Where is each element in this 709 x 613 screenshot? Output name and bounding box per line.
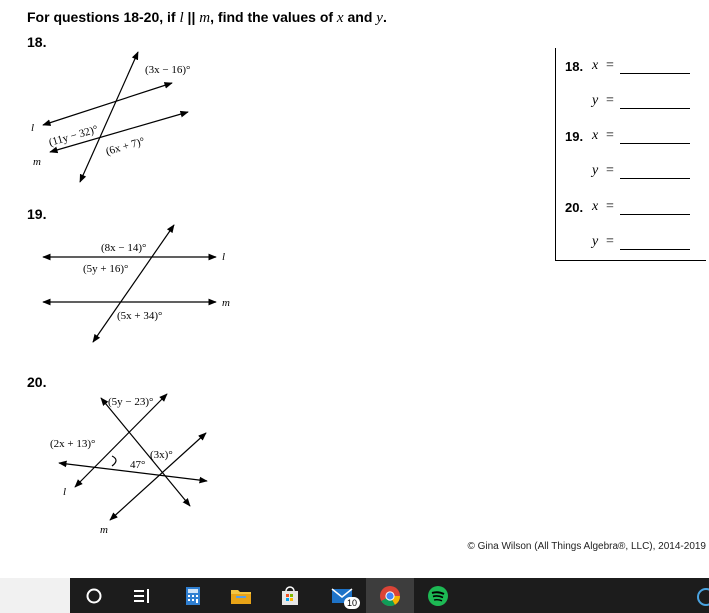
heading-var-l: l bbox=[179, 10, 184, 26]
p20-angle-3: 47° bbox=[130, 459, 146, 471]
p18-label-l: l bbox=[31, 122, 35, 134]
heading-text-mid: , find the values of bbox=[210, 9, 334, 25]
answer-equals: = bbox=[606, 234, 614, 249]
answer-equals: = bbox=[606, 199, 614, 214]
answer-row-18-y bbox=[556, 92, 706, 112]
file-explorer-icon[interactable] bbox=[217, 578, 265, 613]
answer-row-20-y bbox=[556, 233, 706, 253]
parallel-symbol: || bbox=[183, 9, 200, 25]
p19-angle-2: (5y + 16)° bbox=[83, 263, 129, 275]
answer-variable: y bbox=[592, 93, 599, 108]
p18-angle-2: (11y − 32)° bbox=[47, 123, 100, 149]
p19-angle-1: (8x − 14)° bbox=[101, 242, 147, 254]
mail-badge: 10 bbox=[344, 597, 360, 609]
answer-equals: = bbox=[606, 93, 614, 108]
answer-blank[interactable] bbox=[620, 73, 690, 74]
answer-blank[interactable] bbox=[620, 108, 690, 109]
p20-angle-4: (3x)° bbox=[150, 449, 173, 461]
answer-row-19-y bbox=[556, 162, 706, 182]
problem-18-number: 18. bbox=[27, 34, 47, 50]
p20-angle-1: (5y − 23)° bbox=[108, 396, 154, 408]
answer-equals: = bbox=[606, 128, 614, 143]
p20-transversal bbox=[101, 398, 190, 506]
spotify-icon[interactable] bbox=[414, 578, 462, 613]
problem-20-number: 20. bbox=[27, 374, 47, 390]
answer-blank[interactable] bbox=[620, 214, 690, 215]
answer-variable: y bbox=[592, 234, 599, 249]
answer-equals: = bbox=[606, 58, 614, 73]
problem-19-number: 19. bbox=[27, 206, 47, 222]
answer-blank[interactable] bbox=[620, 143, 690, 144]
answer-row-19-x bbox=[556, 127, 706, 147]
p18-transversal bbox=[80, 52, 138, 182]
p19-angle-3: (5x + 34)° bbox=[117, 310, 163, 322]
p20-line-m bbox=[110, 433, 206, 520]
answer-equals: = bbox=[606, 163, 614, 178]
taskbar-left-area bbox=[0, 578, 70, 613]
heading-var-y: y bbox=[376, 10, 383, 26]
p18-angle-3: (6x + 7)° bbox=[104, 135, 147, 158]
p20-angle-arc bbox=[112, 456, 116, 466]
heading-period: . bbox=[382, 9, 387, 25]
heading-var-x: x bbox=[336, 10, 344, 26]
calculator-icon[interactable] bbox=[169, 578, 217, 613]
p20-label-m: m bbox=[100, 524, 108, 536]
p20-label-l: l bbox=[63, 486, 67, 498]
p18-line-l bbox=[43, 83, 172, 125]
answer-row-18-x bbox=[556, 57, 706, 77]
p18-angle-1: (3x − 16)° bbox=[145, 64, 191, 76]
answer-row-20-x bbox=[556, 198, 706, 218]
answer-number: 18. bbox=[565, 59, 584, 74]
taskbar bbox=[0, 578, 709, 613]
heading-text: For questions 18-20, if bbox=[27, 9, 176, 25]
answer-box bbox=[555, 48, 706, 261]
heading-text-and: and bbox=[343, 9, 373, 25]
heading-var-m: m bbox=[199, 10, 211, 26]
edge-partial-icon[interactable] bbox=[697, 588, 709, 606]
answer-variable: y bbox=[592, 163, 599, 178]
answer-blank[interactable] bbox=[620, 249, 690, 250]
p20-angle-2: (2x + 13)° bbox=[50, 438, 96, 450]
search-circle-icon[interactable] bbox=[70, 578, 118, 613]
p18-label-m: m bbox=[33, 156, 41, 168]
copyright-notice: © Gina Wilson (All Things Algebra®, LLC), 2014-2019 bbox=[467, 541, 706, 552]
p19-label-m: m bbox=[222, 297, 230, 309]
answer-number: 19. bbox=[565, 129, 584, 144]
answer-number: 20. bbox=[565, 200, 584, 215]
task-view-icon[interactable] bbox=[118, 578, 166, 613]
mail-icon[interactable] bbox=[318, 578, 366, 613]
answer-variable: x bbox=[592, 199, 599, 214]
answer-variable: x bbox=[592, 58, 599, 73]
p19-label-l: l bbox=[222, 251, 226, 263]
answer-variable: x bbox=[592, 128, 599, 143]
chrome-icon[interactable] bbox=[366, 578, 414, 613]
answer-blank[interactable] bbox=[620, 178, 690, 179]
store-icon[interactable] bbox=[266, 578, 314, 613]
